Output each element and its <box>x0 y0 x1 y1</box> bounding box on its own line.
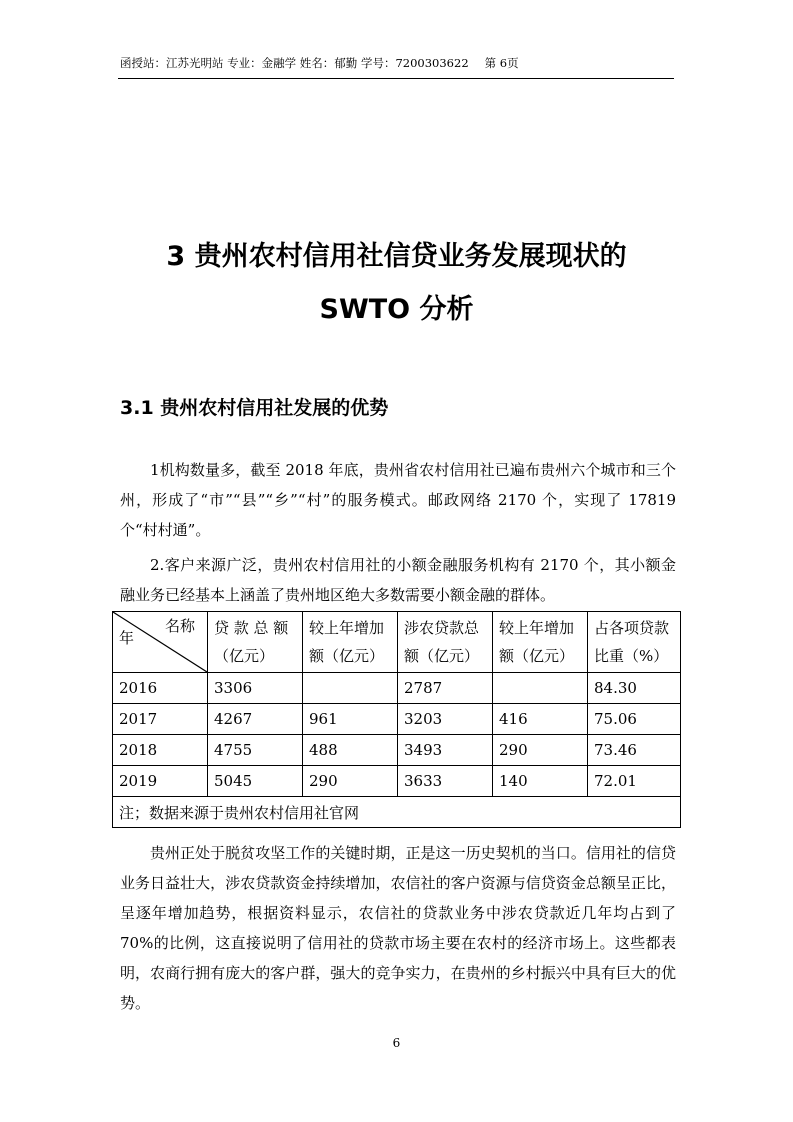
section-heading: 3.1 贵州农村信用社发展的优势 <box>120 397 389 419</box>
header-cell-increase: 较上年增加 额（亿元） <box>303 612 398 673</box>
table-source-note: 注；数据来源于贵州农村信用社官网 <box>113 797 681 828</box>
cell-year: 2019 <box>113 766 208 797</box>
cell-total-loans: 5045 <box>208 766 303 797</box>
cell-year: 2016 <box>113 673 208 704</box>
cell-share: 75.06 <box>588 704 681 735</box>
cell-increase: 488 <box>303 735 398 766</box>
header-cell-share: 占各项贷款 比重（%） <box>588 612 681 673</box>
cell-agri-increase <box>493 673 588 704</box>
cell-agri-increase: 416 <box>493 704 588 735</box>
cell-increase: 290 <box>303 766 398 797</box>
header-rule <box>118 78 674 79</box>
corner-label-name: 名称 <box>164 617 195 635</box>
cell-share: 72.01 <box>588 766 681 797</box>
cell-increase: 961 <box>303 704 398 735</box>
table-corner-cell <box>113 612 208 673</box>
table-row <box>113 704 681 735</box>
chapter-title-line2: SWTO 分析 <box>319 294 474 325</box>
cell-agri-loans: 3633 <box>398 766 493 797</box>
chapter-title-line1: 3 贵州农村信用社信贷业务发展现状的 <box>166 241 627 272</box>
cell-year: 2017 <box>113 704 208 735</box>
table-row <box>113 735 681 766</box>
header-cell-total-loans: 贷 款 总 额 （亿元） <box>208 612 303 673</box>
cell-agri-loans: 3203 <box>398 704 493 735</box>
header-cell-agri-loans: 涉农贷款总 额（亿元） <box>398 612 493 673</box>
cell-year: 2018 <box>113 735 208 766</box>
table-note-row <box>113 797 681 828</box>
cell-share: 84.30 <box>588 673 681 704</box>
table-row <box>113 673 681 704</box>
header-page: 第 6页 <box>484 56 519 70</box>
cell-increase <box>303 673 398 704</box>
cell-agri-loans: 2787 <box>398 673 493 704</box>
table-row <box>113 766 681 797</box>
header-cell-agri-increase: 较上年增加 额（亿元） <box>493 612 588 673</box>
cell-agri-loans: 3493 <box>398 735 493 766</box>
corner-label-year: 年 <box>119 629 135 647</box>
paragraph-1: 1机构数量多，截至 2018 年底，贵州省农村信用社已遍布贵州六个城市和三个州，形成了“市”“县”“乡”“村”的服务模式。邮政网络 2170 个，实现了 17819 个“村村通”。 <box>120 461 676 539</box>
page-number: 6 <box>392 1036 401 1050</box>
paragraph-2: 2.客户来源广泛，贵州农村信用社的小额金融服务机构有 2170 个，其小额金融业务已经基本上涵盖了贵州地区绝大多数需要小额金融的群体。 <box>120 556 676 604</box>
paragraph-3: 贵州正处于脱贫攻坚工作的关键时期，正是这一历史契机的当口。信用社的信贷业务日益壮大，涉农贷款资金持续增加，农信社的客户资源与信贷资金总额呈正比，呈逐年增加趋势，根据资料显示，农信社的贷款业务中涉农贷款近几年均占到了 70%的比例，这直接说明了信用社的贷款市场主要在农村的经济市场上。这些都表明，农商行拥有庞大的客户群，强大的竞争实力，在贵州的乡村振兴中具有巨大的优势。 <box>120 844 676 1012</box>
cell-agri-increase: 140 <box>493 766 588 797</box>
page-header <box>120 55 519 71</box>
header-info: 函授站：江苏光明站 专业：金融学 姓名：郁勤 学号：7200303622 <box>120 56 469 70</box>
cell-total-loans: 4267 <box>208 704 303 735</box>
cell-share: 73.46 <box>588 735 681 766</box>
table-header-row <box>113 612 681 673</box>
cell-agri-increase: 290 <box>493 735 588 766</box>
cell-total-loans: 3306 <box>208 673 303 704</box>
loan-data-table <box>112 611 681 828</box>
cell-total-loans: 4755 <box>208 735 303 766</box>
